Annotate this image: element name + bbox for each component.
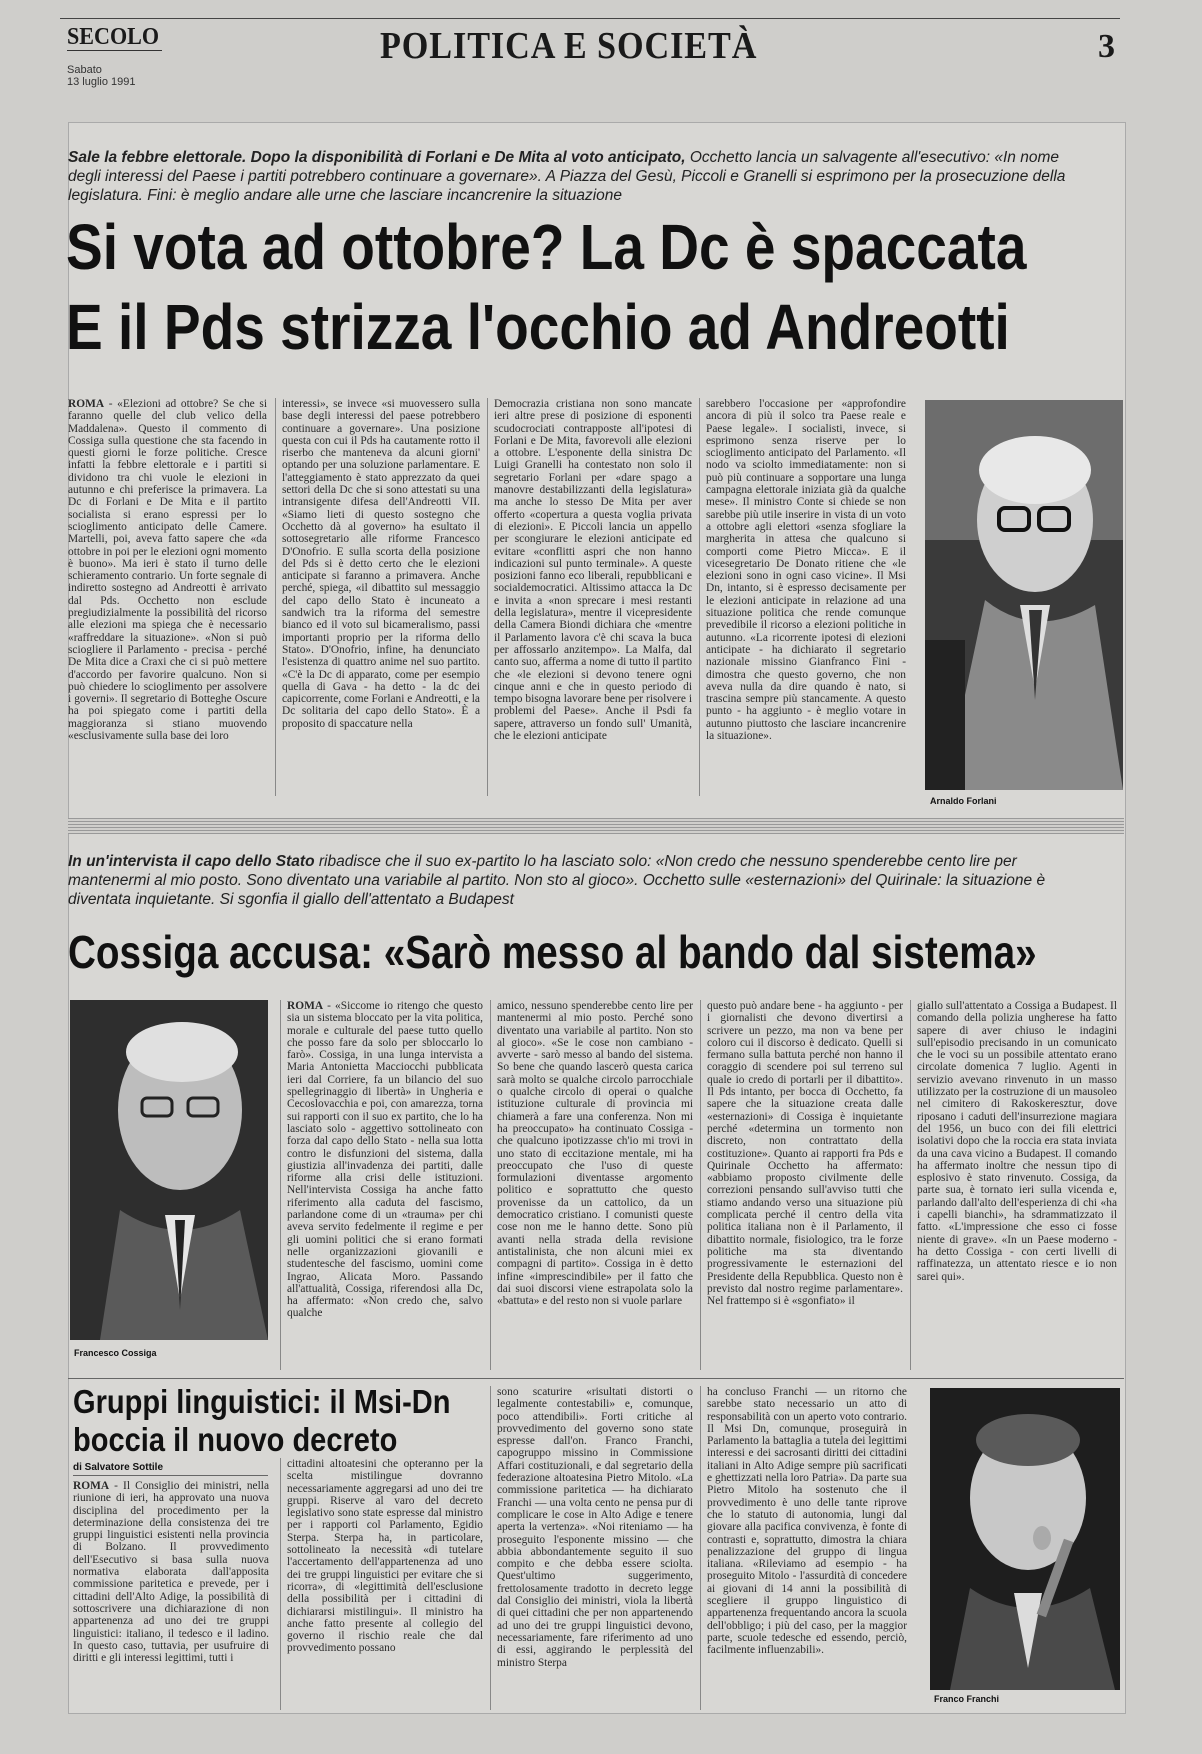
photo-forlani	[925, 400, 1123, 790]
story2-column-3: questo può andare bene - ha aggiunto - per i giornalisti che devono divertirsi a scrivere un pezzo, ma non va bene per coloro cui il discorso è dedicato. Quelli si fermano sulla battuta perché non hanno il coraggio di scendere poi sul terreno sul quale io credo di portarli per il dibattito». Il Pds intanto, per bocca di Occhetto, fa sapere che la situazione creata dalle «esternazioni» di Cossiga è inquietante perché «determina un tormento non discreto, non contrattato della costituzione». Quanto ai rapporti fra Pds e Quirinale Occhetto ha affermato: «abbiamo proposto civilmente delle correzioni pensando sull'avviso tutti che stiamo andando verso una situazione più complicata perché il centro della vita politica italiana non è il Parlamento, il dibattito normale, fisiologico, tra le forze politiche ma sta diventando progressivamente le esternazioni del Presidente della Repubblica. Questo non è previsto dal nostro regime parlamentare». Nel frattempo si è «sgonfiato» il	[700, 1000, 903, 1370]
story1-column-2: interessi», se invece «si muovessero sulla base degli interessi del paese potrebbero continuare a governare». Una posizione questa con cui il Pds ha cautamente rotto il riserbo che manteneva da alcuni giorni' optando per una soluzione parlamentare. E l'atteggiamento è stato apprezzato da quei settori della Dc che si sono attestati su una intransigente difesa dell'Andreotti VII. «Siamo lieti di questo sostegno che Occhetto dà al governo» ha esultato il sottosegretario alle riforme Francesco D'Onofrio. E sulla scorta della posizione del Pds si è detto certo che le elezioni anticipate si faranno a primavera. Anche perché, spiega, «il dibattito sul messaggio del capo dello Stato è incuneato a sandwich tra la riforma del semestre bianco ed il voto sul bicameralismo, passi importanti proprio per la riforma dello Stato». D'Onofrio, infine, ha denunciato l'esistenza di quattro anime nel suo partito. «C'è la Dc di apparato, come per esempio quella di Gava - ha detto - la dc dei capicorrente, come Forlani e Andreotti, e la Dc solitaria del capo dello Stato». È a proposito di spaccature nella	[275, 398, 480, 796]
story3-column-2: cittadini altoatesini che opteranno per la scelta mistilingue dovranno necessariamente aggregarsi ad uno dei tre gruppi. Riserve al varo del decreto legislativo sono state espresse dal ministro per i rapporti col Parlamento, Egidio Sterpa. Sterpa ha, in particolare, sottolineato la necessità «di tutelare l'accertamento dell'appartenenza ad uno dei tre gruppi linguistici per evitare che si ricorra», di «legittimità dell'esclusione della possibilità per i cittadini di dichiararsi mistilingui». Il ministro ha anche fatto presente al collegio del governo il rischio reale che dal provvedimento possano	[280, 1458, 483, 1710]
story1-headline-line1: Si vota ad ottobre? La Dc è spaccata	[66, 211, 1027, 283]
story2-summary-rest: ribadisce che il suo ex-partito lo ha lasciato solo: «Non credo che nessuno spenderebbe cento lire per mantenermi al mio posto. Sono diventato una variabile al partito. Non sto al gioco». Occhetto sulle «esternazioni» del Quirinale: la situazione è diventata inquietante. Si sgonfia il giallo dell'attentato a Budapest	[68, 853, 1046, 908]
story2-dateline: ROMA	[287, 1000, 324, 1012]
page-number: 3	[1098, 28, 1115, 65]
franchi-portrait-image	[930, 1388, 1120, 1690]
dateline	[67, 64, 136, 88]
cossiga-portrait-image	[70, 1000, 268, 1340]
story2-column-1	[280, 1000, 483, 1370]
story2-column-4: giallo sull'attentato a Cossiga a Budapest. Il comando della polizia ungherese ha fatto sapere di aver chiuso le indagini sull'episodio precisando in un comunicato che le voci su un possibile attentato erano circolate domenica 7 luglio. Agenti in servizio avevano rinvenuto in un masso utilizzato per la costruzione di un mausoleo nel cimitero di Rakoskeresztur, dove riposano i caduti dell'insurrezione magiara del 1956, un buco con dei fili elettrici isolativi dopo che la roccia era stata inviata da una cava vicino a Budapest. Il comando ha affermato inoltre che nessun tipo di esplosivo è stato rinvenuto. Cossiga, da parte sua, è tornato ieri sulla vicenda e, parlando dall'alto dell'esperienza di chi «ha i capelli bianchi», ha sdrammatizzato il fatto. «L'impressione che esso ci fosse niente di grave». «In un Paese moderno - ha detto Cossiga - con certi livelli di raffinatezza, un attentato riesce e io non sarei qui».	[910, 1000, 1117, 1370]
story3-headline-line1: Gruppi linguistici: il Msi-Dn	[73, 1383, 451, 1420]
logo-underline	[67, 50, 162, 57]
byline-rule	[73, 1475, 268, 1476]
story1-column-3: Democrazia cristiana non sono mancate ieri altre prese di posizione di esponenti scudocrociati contrapposte all'ipotesi di Forlani e De Mita, favorevoli alle elezioni a ottobre. L'esponente della sinistra Dc Luigi Granelli ha contestato non solo il segretario Forlani per «dare spago a manovre destabilizzanti della legislatura» ma anche lo stesso De Mita per aver offerto «copertura a questa voglia privata di elezioni». E Piccoli lancia un appello per scongiurare le elezioni anticipate ed evitare «conflitti aspri che non hanno indicazioni sul punto terminale». A queste posizioni fanno eco liberali, repubblicani e socialdemocratici. Altissimo attacca la Dc e invita a «non sprecare i mesi restanti della legislatura», mentre il vicepresidente della Camera Biondi dichiara che «mentre il Parlamento lavora c'è chi scava la buca per affossarlo anzitempo». La Malfa, dal canto suo, afferma a nome di tutto il partito che «le elezioni si devono tenere ogni cinque anni e che in questo periodo di tempo bisogna lavorare bene per risolvere i problemi del Paese». Anche il Psdi fa sapere, attraverso un fondo sull' Umanità, che le elezioni anticipate	[487, 398, 692, 796]
story1-column-4: sarebbero l'occasione per «approfondire ancora di più il solco tra Paese reale e Paese legale». I socialisti, invece, si esprimono senza riserve per lo scioglimento anticipato del Parlamento. «Il nodo va sciolto immediatamente: non si può più continuare a sopportare una lunga campagna elettorale iniziata già da qualche mese». Il ministro Conte si chiede se non sarebbe più utile inserire in vista di un voto a ottobre agli elettori «senza sfogliare la margherita in attesa che qualcuno si comporti come Pietro Micca». E il vicesegretario De Donato ritiene che «le elezioni sono in ogni caso vicine». Il Msi Dn, intanto, si è espresso decisamente per le elezioni anticipate in relazione ad una situazione politica che rende comunque prevedibile il ricorso a elezioni politiche in autunno. «La ricorrente ipotesi di elezioni anticipate - ha dichiarato il segretario nazionale missino Gianfranco Fini - dimostra che questo governo, che non aveva nulla da dire quando è nato, si trascina sempre più stancamente. A questo punto - ha aggiunto - è meglio votare in autunno piuttosto che lasciare incancrenire la situazione».	[699, 398, 906, 796]
newspaper-logo: SECOLO	[67, 24, 160, 50]
story3-column-4: ha concluso Franchi — un ritorno che sarebbe stato necessario un atto di responsabilità con un aperto voto contrario. Il Msi Dn, comunque, proseguirà in Parlamento la battaglia a tutela dei legittimi interessi e dei sacrosanti diritti dei cittadini italiani in Alto Adige sempre più sacrificati e ghettizzati nella loro Patria». Da parte sua Pietro Mitolo ha sostenuto che il provvedimento è uno delle tante riprove che lo statuto di autonomia, lungi dal giovare alla pacifica convivenza, è fonte di contrasti e, soprattutto, dimostra la chiara penalizzazione del gruppo di lingua italiana. «Rileviamo ad esempio - ha proseguito Mitolo - l'assurdità di concedere ai giovani di 14 anni la possibilità di scegliere il gruppo linguistico di appartenenza frequentando ancora la scuola dell'obbligo; i più del caso, per la maggior parte, scuole tedesche ed essendo, perciò, facilmente influenzabili».	[700, 1386, 907, 1710]
top-rule	[60, 18, 1120, 19]
dateline-date: 13 luglio 1991	[67, 76, 136, 88]
story2-col1-text: - «Siccome io ritengo che questo sia un sistema bloccato per la vita politica, morale e culturale del paese tutto quello che posso fare da solo per sbloccarlo lo farò». Cossiga, in una lunga intervista a Maria Antonietta Macciocchi pubblicata ieri dal Corriere, fa un bilancio del suo spellegrinaggio di libertà» in Ungheria e Cecoslovacchia e poi, con amarezza, torna sui rapporti con il suo ex partito, che lo ha lasciato solo - aggettivo sottolineato con forza dal capo dello Stato - nella sua lotta contro le disfunzioni del sistema, dalla giustizia all'invadenza dei partiti, dalle riforme alla crisi delle istituzioni. Nell'intervista Cossiga ha anche fatto riferimento alla caduta del fascismo, parlandone come di un «trauma» per chi aveva servito fedelmente il regime e per gli uomini politici che si erano formati nelle organizzazioni giovanili e studentesche del fascismo, uomini come Ingrao, Alicata Moro. Passando all'attualità, Cossiga, riferendosi alla Dc, ha affermato: «Non credo che, salvo qualche	[287, 1000, 483, 1320]
story1-col1-text: - «Elezioni ad ottobre? Se che si faranno quelle del club velico della Maddalena». Questo il commento di Cossiga sulla questione che sta facendo in questi giorni le forze politiche. Cresce infatti la febbre elettorale e i partiti si dividono tra chi vuole le elezioni in autunno e chi preferisce la primavera. La Dc di Forlani e De Mita e il partito socialista si erano espressi per lo scioglimento anticipato delle Camere. Martelli, poi, aveva fatto sapere che «da ottobre in poi per le elezioni ogni momento è buono». Ma ieri è stato il turno delle schieramento contrario. Un forte segnale di indiretto sostegno ad Andreotti è arrivato dal Pds. Occhetto non esclude pregiudizialmente la possibilità del ricorso alle elezioni ma spiega che è necessario «raffreddare la situazione». «Non si può sciogliere il Parlamento - precisa - perché De Mita dice a Craxi che ci si può mettere d'accordo per favorire qualcuno. Non si può chiedere lo scioglimento per assolvere i governi». Il segretario di Botteghe Oscure ha poi spiegato come i partiti della maggioranza si stiano muovendo «esclusivamente sulla base dei loro	[68, 398, 267, 743]
photo-cossiga-caption: Francesco Cossiga	[74, 1348, 157, 1358]
story1-summary-bold: Sale la febbre elettorale. Dopo la disponibilità di Forlani e De Mita al voto anticipato,	[68, 149, 686, 166]
story2-headline: Cossiga accusa: «Sarò messo al bando dal sistema»	[68, 926, 1037, 978]
forlani-portrait-image	[925, 400, 1123, 790]
story3-col1-text: - Il Consiglio dei ministri, nella riunione di ieri, ha approvato una nuova disciplina del procedimento per la determinazione della consistenza dei tre gruppi linguistici esistenti nella provincia di Bolzano. Il provvedimento dell'Esecutivo si basa sulla nuova normativa elaborata dall'apposita commissione paritetica e prevede, per i cittadini dell'Alto Adige, la possibilità di sottoscrivere una dichiarazione di non appartenenza ad uno dei tre gruppi linguistici: italiano, il tedesco e il ladino. In questo caso, tuttavia, per usufruire di diritti e gli interessi legittimi, tutti i	[73, 1480, 269, 1665]
story1-summary-rest: Occhetto lancia un salvagente all'esecutivo: «In nome degli interessi del Paese i partiti potrebbero continuare a governare». A Piazza del Gesù, Piccoli e Granelli si esprimono per la prosecuzione della legislatura. Fini: è meglio andare alle urne che lasciare incancrenire la situazione	[68, 149, 1066, 204]
story3-dateline: ROMA	[73, 1480, 110, 1492]
story3-byline: di Salvatore Sottile	[73, 1462, 164, 1473]
section-divider-band	[68, 818, 1124, 834]
story1-dateline: ROMA	[68, 398, 105, 410]
story3-top-rule	[68, 1378, 1124, 1379]
story3-column-1	[73, 1480, 269, 1710]
dateline-day: Sabato	[67, 64, 102, 76]
photo-franchi	[930, 1388, 1120, 1690]
photo-franchi-caption: Franco Franchi	[934, 1694, 1000, 1704]
story3-headline-line2: boccia il nuovo decreto	[73, 1421, 398, 1458]
story2-summary	[68, 852, 1068, 909]
story1-summary	[68, 148, 1068, 205]
story1-column-1	[68, 398, 267, 796]
story1-headline-line2: E il Pds strizza l'occhio ad Andreotti	[66, 291, 1010, 363]
story3-column-3: sono scaturire «risultati distorti o legalmente contestabili» e, comunque, poco attendibili». Forti critiche al provvedimento del governo sono state espresse dall'on. Franco Franchi, capogruppo missino in Commissione Affari costituzionali, e dal segretario della federazione altoatesina Pietro Mitolo. «La commissione paritetica — ha dichiarato Franchi — una volta cento ne pensa pur di complicare le cose in Alto Adige e tenere aperta la vertenza». «Noi riteniamo — ha proseguito l'esponente missino — che abbia abbondantemente seguito il suo compito e che debba essere sciolta. Quest'ultimo suggerimento, frettolosamente tradotto in decreto legge dal Consiglio dei ministri, viola la libertà di quei cittadini che per non appartenendo ad uno dei tre gruppi linguistici devono, necessariamente, fare riferimento ad uno di essi, aggirando le perplessità del ministro Sterpa	[490, 1386, 693, 1710]
photo-cossiga	[70, 1000, 268, 1340]
photo-forlani-caption: Arnaldo Forlani	[930, 796, 997, 806]
story2-column-2: amico, nessuno spenderebbe cento lire per mantenermi al mio posto. Perché sono diventato una variabile al partito. Non sto al gioco». «Se le cose non cambiano - avverte - sarò messo al bando del sistema. So bene che quando lascerò questa carica sarà molto se qualche circolo parrocchiale o qualche circolo di operai o qualche istituzione culturale di provincia mi chiamerà a fare una conferenza. Non mi ha preoccupato» ha continuato Cossiga - che qualcuno ipotizzasse ch'io mi trovi in uno stato di eccitazione mentale, mi ha preoccupato che l'uso di queste formulazioni diventasse argomento politico e soprattutto che questo provenisse da un cattolico, da un democratico cristiano. I comunisti queste cose non me le hanno dette. Sono più avanti nella strada della revisione antistalinista, che non alcuni miei ex compagni di partito». Cossiga in è detto infine «imprescindibile» per il fatto che dai suoi discorsi viene estrapolata solo la «battuta» e del resto non si vuole parlare	[490, 1000, 693, 1370]
section-title: POLITICA E SOCIETÀ	[380, 25, 758, 67]
story2-summary-bold: In un'intervista il capo dello Stato	[68, 853, 315, 870]
